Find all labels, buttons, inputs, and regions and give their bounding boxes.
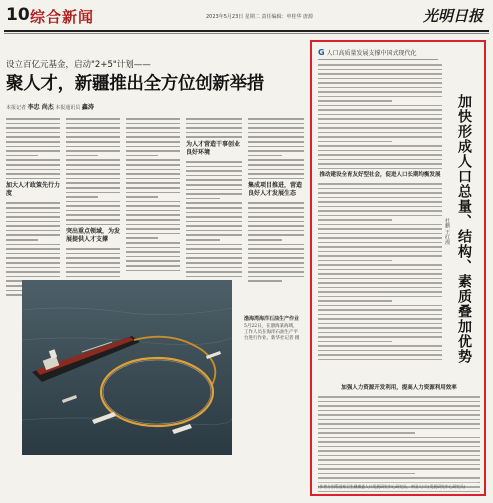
photo-caption-body: 5月22日，在渤海某海域，工作人员在海洋石油生产平台进行作业。新华社记者 摄 bbox=[244, 324, 300, 341]
byline-mid: 本报通讯员 bbox=[55, 105, 81, 111]
body-text-line bbox=[186, 202, 242, 204]
article-column-5 bbox=[248, 118, 304, 285]
body-text-line bbox=[318, 291, 442, 293]
body-text-line bbox=[126, 146, 180, 148]
body-text-line bbox=[186, 198, 220, 200]
body-text-line bbox=[318, 87, 442, 89]
body-text-line bbox=[318, 114, 442, 116]
body-text-line bbox=[66, 253, 120, 255]
body-text-line bbox=[6, 169, 60, 171]
body-text-line bbox=[126, 150, 180, 152]
body-text-line bbox=[248, 169, 304, 171]
body-text-line bbox=[318, 350, 442, 352]
body-text-line bbox=[186, 221, 242, 223]
body-text-line bbox=[186, 166, 242, 168]
body-text-line bbox=[248, 271, 304, 273]
body-text-line bbox=[318, 109, 442, 111]
body-text-line bbox=[66, 146, 120, 148]
body-text-line bbox=[66, 169, 120, 171]
body-text-line bbox=[248, 178, 304, 180]
body-text-line bbox=[126, 123, 180, 125]
body-text-line bbox=[318, 296, 442, 298]
article-column-1 bbox=[6, 118, 60, 299]
body-text-line bbox=[126, 178, 180, 180]
body-text-line bbox=[186, 127, 242, 129]
body-text-line bbox=[318, 192, 442, 194]
body-text-line bbox=[186, 118, 242, 120]
body-text-line bbox=[66, 210, 120, 212]
body-text-line bbox=[126, 205, 180, 207]
body-text-line bbox=[318, 251, 442, 253]
body-text-line bbox=[318, 242, 442, 244]
body-text-line bbox=[186, 123, 242, 125]
body-text-line bbox=[318, 287, 442, 289]
body-text-line bbox=[186, 253, 242, 255]
body-text-line bbox=[126, 169, 180, 171]
body-text-line bbox=[6, 239, 38, 241]
body-text-line bbox=[318, 159, 442, 161]
body-text-line bbox=[6, 150, 60, 152]
body-text-line bbox=[318, 91, 442, 93]
body-text-line bbox=[318, 423, 480, 425]
body-text-line bbox=[186, 271, 242, 273]
body-text-line bbox=[248, 276, 304, 278]
body-text-line bbox=[318, 354, 442, 356]
body-text-line bbox=[318, 78, 442, 80]
body-text-line bbox=[126, 210, 180, 212]
body-text-line bbox=[126, 242, 180, 244]
body-text-line bbox=[248, 155, 282, 157]
body-text-line bbox=[126, 201, 180, 203]
body-text-line bbox=[126, 265, 180, 267]
body-text-line bbox=[318, 345, 442, 347]
article-subhead-3: 突出重点领域，为发展提供人才支撑 bbox=[66, 228, 121, 244]
body-text-line bbox=[66, 155, 98, 157]
body-text-line bbox=[318, 224, 442, 226]
body-text-line bbox=[186, 184, 242, 186]
body-text-line bbox=[186, 234, 242, 236]
body-text-line bbox=[318, 446, 480, 448]
body-text-line bbox=[6, 141, 60, 143]
body-text-line bbox=[126, 141, 180, 143]
body-text-line bbox=[248, 253, 304, 255]
body-text-line bbox=[248, 207, 304, 209]
body-text-line bbox=[186, 175, 242, 177]
body-text-line bbox=[318, 118, 442, 120]
body-text-line bbox=[6, 267, 60, 269]
body-text-line bbox=[186, 262, 242, 264]
body-text-line bbox=[66, 214, 120, 216]
body-text-line bbox=[66, 150, 120, 152]
body-text-line bbox=[126, 214, 180, 216]
body-text-line bbox=[126, 192, 180, 194]
body-text-line bbox=[318, 300, 392, 302]
byline-name-2: 鑫涛 bbox=[81, 104, 94, 111]
body-text-line bbox=[318, 246, 442, 248]
body-text-line bbox=[318, 341, 392, 343]
body-text-line bbox=[186, 248, 242, 250]
body-text-line bbox=[318, 450, 480, 452]
body-text-line bbox=[66, 187, 120, 189]
body-text-line bbox=[318, 201, 442, 203]
body-text-line bbox=[186, 179, 242, 181]
body-text-line bbox=[318, 428, 480, 430]
dateline: 2023年5月23日 星期二 责任编辑：申桂华 唐源 bbox=[206, 14, 314, 20]
body-text-line bbox=[66, 159, 120, 161]
body-text-line bbox=[318, 206, 442, 208]
body-text-line bbox=[318, 264, 442, 266]
body-text-line bbox=[318, 183, 442, 185]
body-text-line bbox=[248, 146, 304, 148]
body-text-line bbox=[318, 96, 442, 98]
body-text-line bbox=[6, 221, 60, 223]
body-text-line bbox=[318, 464, 480, 466]
body-text-line bbox=[318, 419, 480, 421]
body-text-line bbox=[6, 253, 60, 255]
body-text-line bbox=[6, 216, 60, 218]
body-text-line bbox=[6, 118, 60, 120]
commentary-subhead-1: 推动建设全育友好型社会，促进人口长期均衡发展 bbox=[319, 172, 441, 178]
body-text-line bbox=[66, 262, 120, 264]
body-text-line bbox=[248, 262, 304, 264]
commentary-text-lower bbox=[318, 382, 480, 495]
body-text-line bbox=[248, 141, 304, 143]
body-text-line bbox=[318, 100, 392, 102]
header-divider bbox=[4, 30, 489, 32]
article-subhead-4: 集成项目推进，营造良好人才发展生态 bbox=[248, 182, 303, 198]
body-text-line bbox=[248, 244, 304, 246]
body-text-line bbox=[186, 216, 242, 218]
body-text-line bbox=[318, 210, 442, 212]
body-text-line bbox=[318, 255, 442, 257]
commentary-footnote: (作者分别系国家卫生健康委人口发展研究中心研究员、中国人口与发展研究中心研究员) bbox=[318, 482, 478, 490]
body-text-line bbox=[66, 248, 120, 250]
body-text-line bbox=[186, 207, 242, 209]
column-label-text: 人口高质量发展支撑中国式现代化 bbox=[326, 50, 417, 57]
page-header bbox=[6, 4, 487, 30]
photo-caption-title: 渤海湾海洋石油生产作业 bbox=[244, 316, 300, 322]
body-text-line bbox=[126, 164, 180, 166]
body-text-line bbox=[66, 192, 120, 194]
body-text-line bbox=[126, 127, 180, 129]
commentary-author: 杜鹏 王红漫 bbox=[444, 218, 450, 245]
body-text-line bbox=[6, 276, 60, 278]
body-text-line bbox=[318, 314, 442, 316]
body-text-line bbox=[66, 173, 120, 175]
body-text-line bbox=[248, 202, 304, 204]
body-text-line bbox=[318, 396, 480, 398]
body-text-line bbox=[126, 260, 180, 262]
body-text-line bbox=[186, 170, 242, 172]
body-text-line bbox=[66, 276, 120, 278]
body-text-line bbox=[248, 257, 304, 259]
body-text-line bbox=[186, 161, 242, 163]
body-text-line bbox=[6, 225, 60, 227]
commentary-article-highlighted bbox=[310, 40, 486, 496]
article-column-4 bbox=[186, 118, 242, 280]
news-photo-offshore-oil bbox=[22, 280, 232, 455]
body-text-line bbox=[126, 256, 180, 258]
body-text-line bbox=[6, 173, 60, 175]
body-text-line bbox=[318, 123, 442, 125]
body-text-line bbox=[126, 155, 158, 157]
body-text-line bbox=[318, 318, 442, 320]
body-text-line bbox=[6, 136, 60, 138]
body-text-line bbox=[66, 201, 120, 203]
body-text-line bbox=[318, 228, 442, 230]
body-text-line bbox=[318, 237, 442, 239]
body-text-line bbox=[318, 401, 480, 403]
body-text-line bbox=[318, 305, 442, 307]
body-text-line bbox=[248, 248, 304, 250]
body-text-line bbox=[318, 323, 442, 325]
body-text-line bbox=[248, 150, 304, 152]
section-title: 综合新闻 bbox=[30, 8, 95, 26]
body-text-line bbox=[186, 244, 242, 246]
body-text-line bbox=[6, 234, 60, 236]
body-text-line bbox=[126, 247, 180, 249]
body-text-line bbox=[248, 118, 304, 120]
body-text-line bbox=[6, 244, 60, 246]
body-text-line bbox=[66, 136, 120, 138]
article-subhead-1: 加大人才政策先行力度 bbox=[6, 182, 61, 198]
column-label bbox=[318, 48, 438, 60]
body-text-line bbox=[318, 410, 480, 412]
body-text-line bbox=[66, 257, 120, 259]
body-text-line bbox=[186, 276, 242, 278]
article-column-3 bbox=[126, 118, 180, 274]
body-text-line bbox=[6, 257, 60, 259]
body-text-line bbox=[6, 262, 60, 264]
body-text-line bbox=[318, 327, 442, 329]
body-text-line bbox=[186, 239, 220, 241]
commentary-text-upper bbox=[318, 64, 442, 363]
body-text-line bbox=[126, 159, 180, 161]
body-text-line bbox=[66, 141, 120, 143]
body-text-line bbox=[186, 230, 242, 232]
body-text-line bbox=[6, 271, 60, 273]
body-text-line bbox=[6, 155, 38, 157]
body-text-line bbox=[318, 168, 442, 170]
body-text-line bbox=[186, 267, 242, 269]
body-text-line bbox=[186, 136, 242, 138]
body-text-line bbox=[318, 459, 480, 461]
article-column-2 bbox=[66, 118, 120, 285]
body-text-line bbox=[248, 123, 304, 125]
body-text-line bbox=[248, 267, 304, 269]
body-text-line bbox=[186, 193, 242, 195]
body-text-line bbox=[66, 224, 120, 226]
body-text-line bbox=[318, 477, 480, 479]
body-text-line bbox=[6, 178, 60, 180]
body-text-line bbox=[126, 182, 180, 184]
body-text-line bbox=[248, 164, 304, 166]
body-text-line bbox=[318, 405, 480, 407]
article-subhead-2: 为人才营造干事创业良好环境 bbox=[186, 140, 241, 156]
body-text-line bbox=[248, 132, 304, 134]
body-text-line bbox=[318, 273, 442, 275]
body-text-line bbox=[126, 173, 180, 175]
body-text-line bbox=[318, 145, 442, 147]
body-text-line bbox=[248, 173, 304, 175]
body-text-line bbox=[318, 468, 480, 470]
body-text-line bbox=[248, 159, 304, 161]
body-text-line bbox=[248, 136, 304, 138]
body-text-line bbox=[6, 159, 60, 161]
body-text-line bbox=[66, 205, 120, 207]
body-text-line bbox=[186, 212, 242, 214]
body-text-line bbox=[248, 216, 304, 218]
body-text-line bbox=[6, 132, 60, 134]
body-text-line bbox=[126, 233, 180, 235]
body-text-line bbox=[318, 154, 442, 156]
body-text-line bbox=[126, 118, 180, 120]
body-text-line bbox=[6, 164, 60, 166]
column-label-mark: G bbox=[318, 48, 325, 57]
body-text-line bbox=[66, 271, 120, 273]
body-text-line bbox=[6, 127, 60, 129]
body-text-line bbox=[126, 270, 180, 272]
masthead-logo: 光明日报 bbox=[422, 7, 483, 25]
body-text-line bbox=[318, 141, 392, 143]
body-text-line bbox=[248, 230, 304, 232]
body-text-line bbox=[318, 282, 442, 284]
body-text-line bbox=[66, 164, 120, 166]
body-text-line bbox=[66, 219, 120, 221]
body-text-line bbox=[6, 146, 60, 148]
body-text-line bbox=[318, 105, 442, 107]
body-text-line bbox=[318, 473, 415, 475]
body-text-line bbox=[126, 251, 180, 253]
body-text-line bbox=[186, 189, 242, 191]
body-text-line bbox=[318, 73, 442, 75]
body-text-line bbox=[318, 197, 442, 199]
body-text-line bbox=[6, 202, 60, 204]
body-text-line bbox=[318, 219, 392, 221]
body-text-line bbox=[186, 257, 242, 259]
article-byline bbox=[6, 102, 94, 111]
header-divider-thin bbox=[4, 33, 489, 34]
body-text-line bbox=[126, 219, 180, 221]
body-text-line bbox=[248, 225, 304, 227]
body-text-line bbox=[318, 82, 442, 84]
article-kicker: 设立百亿元基金，启动"2+5"计划—— bbox=[6, 60, 151, 70]
body-text-line bbox=[126, 224, 180, 226]
body-text-line bbox=[66, 127, 120, 129]
body-text-line bbox=[318, 491, 480, 493]
body-text-line bbox=[318, 441, 480, 443]
body-text-line bbox=[248, 234, 304, 236]
body-text-line bbox=[66, 123, 120, 125]
body-text-line bbox=[126, 196, 158, 198]
body-text-line bbox=[66, 118, 120, 120]
body-text-line bbox=[126, 132, 180, 134]
body-text-line bbox=[318, 163, 442, 165]
byline-names: 李忠 尚杰 bbox=[27, 104, 54, 111]
body-text-line bbox=[318, 455, 480, 457]
body-text-line bbox=[186, 132, 242, 134]
body-text-line bbox=[318, 336, 442, 338]
body-text-line bbox=[318, 233, 442, 235]
body-text-line bbox=[6, 212, 60, 214]
body-text-line bbox=[6, 123, 60, 125]
body-text-line bbox=[248, 239, 282, 241]
body-text-line bbox=[318, 269, 442, 271]
body-text-line bbox=[318, 132, 442, 134]
body-text-line bbox=[318, 215, 442, 217]
body-text-line bbox=[318, 359, 442, 361]
body-text-line bbox=[126, 187, 180, 189]
body-text-line bbox=[318, 278, 442, 280]
commentary-title: 加快形成人口总量、结构、素质叠加优势 bbox=[456, 94, 472, 364]
body-text-line bbox=[186, 225, 242, 227]
body-text-line bbox=[318, 414, 480, 416]
body-text-line bbox=[248, 127, 304, 129]
body-text-line bbox=[318, 127, 442, 129]
body-text-line bbox=[66, 196, 98, 198]
photo-caption bbox=[244, 316, 300, 342]
body-text-line bbox=[318, 136, 442, 138]
body-text-line bbox=[318, 309, 442, 311]
body-text-line bbox=[66, 182, 120, 184]
body-text-line bbox=[318, 64, 442, 66]
oil-platform-photo bbox=[22, 280, 232, 455]
body-text-line bbox=[6, 207, 60, 209]
page-number: 10 bbox=[6, 5, 30, 25]
body-text-line bbox=[6, 230, 60, 232]
body-text-line bbox=[66, 267, 120, 269]
body-text-line bbox=[66, 132, 120, 134]
body-text-line bbox=[66, 178, 120, 180]
body-text-line bbox=[248, 280, 282, 282]
body-text-line bbox=[248, 212, 304, 214]
body-text-line bbox=[318, 188, 442, 190]
body-text-line bbox=[126, 228, 180, 230]
body-text-line bbox=[318, 432, 415, 434]
article-headline: 聚人才，新疆推出全方位创新举措 bbox=[6, 74, 264, 94]
byline-prefix: 本报记者 bbox=[6, 105, 27, 111]
body-text-line bbox=[6, 248, 60, 250]
commentary-subhead-2: 加强人力资源开发利用，提高人力资源利用效率 bbox=[341, 385, 457, 391]
body-text-line bbox=[318, 260, 392, 262]
body-text-line bbox=[318, 150, 442, 152]
body-text-line bbox=[318, 69, 442, 71]
body-text-line bbox=[248, 221, 304, 223]
body-text-line bbox=[318, 332, 442, 334]
body-text-line bbox=[126, 136, 180, 138]
body-text-line bbox=[318, 437, 480, 439]
body-text-line bbox=[126, 237, 158, 239]
